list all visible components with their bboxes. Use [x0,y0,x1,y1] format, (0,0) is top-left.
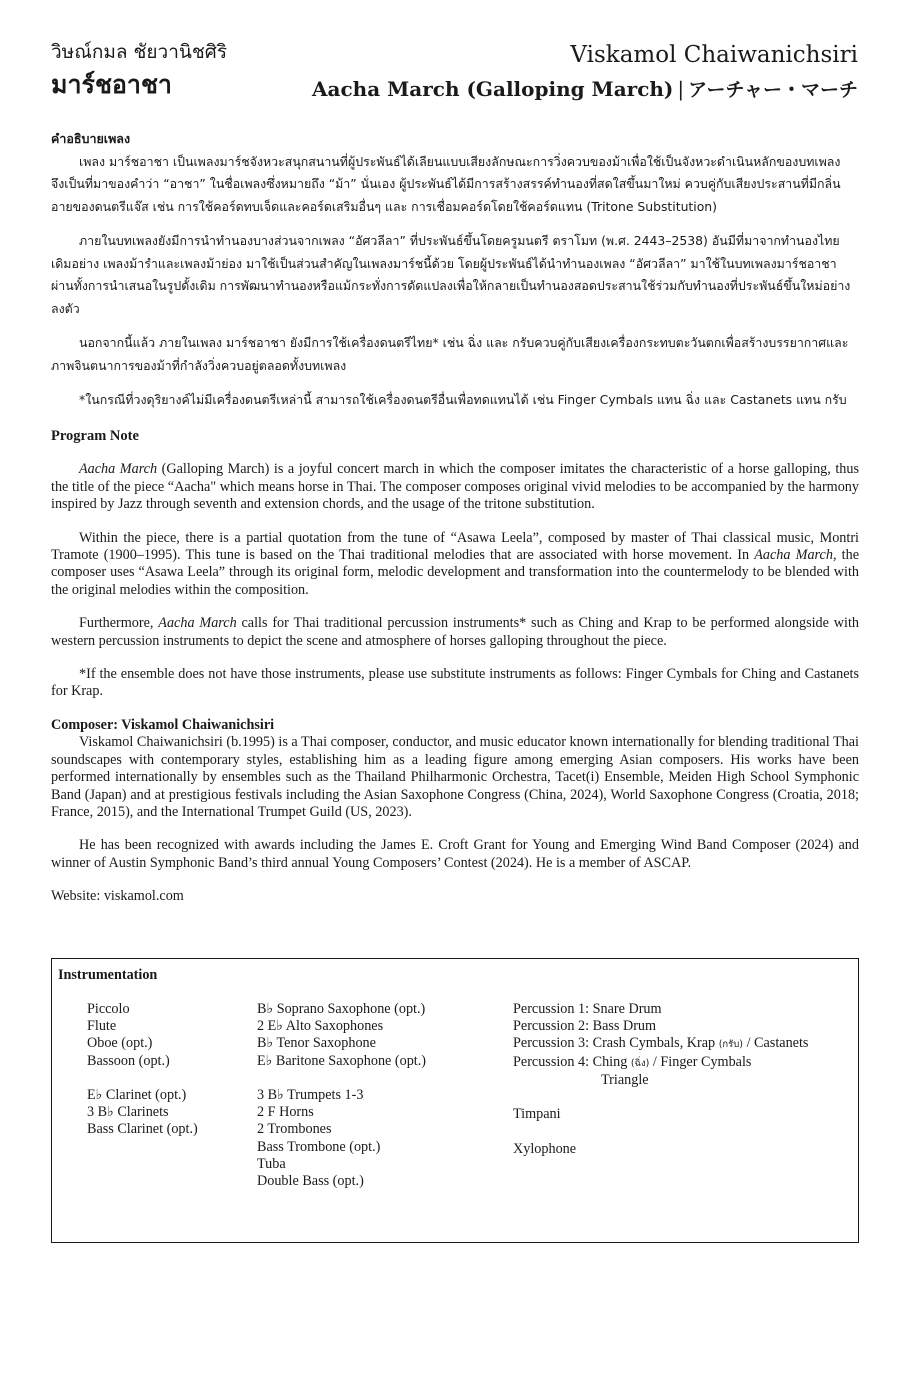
thai-program-note [51,128,851,424]
paragraph-text: , the composer uses “Asawa Leela” through its original form, melodic development and transformation into the countermelody to be blended with the original melodies within the composition. [51,547,859,598]
instrument-text: / Finger Cymbals [649,1053,752,1070]
thai-note-heading: คำอธิบายเพลง [51,131,131,146]
composer-heading: Composer: Viskamol Chaiwanichsiri [51,716,275,733]
instrument-item: 2 F Horns [257,1104,314,1121]
instrument-item: B♭ Soprano Saxophone (opt.) [257,1001,426,1017]
thai-instrument-name: (กรับ) [718,1039,744,1051]
thai-note-paragraph: เพลง มาร์ชอาชา เป็นเพลงมาร์ชจังหวะสนุกสนานที่ผู้ประพันธ์ได้เลียนแบบเสียงลักษณะการวิ่งควบของม้าเพื่อใช้เป็นจังหวะดำเนินหลักของบทเพลง จึงเป็นที่มาของคำว่า “อาชา” ในชื่อเพลงซึ่งหมายถึง “ม้า” นั่นเอง ผู้ประพันธ์ได้มีการสร้างสรรค์ทำนองที่สดใสขึ้นมาใหม่ ควบคู่กับเสียงประสานที่มีกลิ่นอายของดนตรีแจ๊ส เช่น การใช้คอร์ดทบเจ็ดและคอร์ดเสริมอื่นๆ และ การเชื่อมคอร์ดโดยใช้คอร์ดแทน (Tritone Substitution) [51,153,841,214]
instrument-item: E♭ Clarinet (opt.) [87,1087,187,1103]
instrument-item: Flute [87,1018,117,1035]
thai-note-footnote: *ในกรณีที่วงดุริยางค์ไม่มีเครื่องดนตรีเหล่านี้ สามารถใช้เครื่องดนตรีอื่นเพื่อทดแทนได้ เช่น Finger Cymbals แทน ฉิ่ง และ Castanets แทน กรับ [79,392,847,407]
instrument-item: E♭ Baritone Saxophone (opt.) [257,1052,427,1069]
instrument-text: Percussion 4: Ching [513,1053,631,1070]
composer-name: Viskamol Chaiwanichsiri [570,42,858,68]
instrument-item: Bassoon (opt.) [87,1052,170,1069]
thai-note-paragraph: ภายในบทเพลงยังมีการนำทำนองบางส่วนจากเพลง “อัศวลีลา” ที่ประพันธ์ขึ้นโดยครูมนตรี ตราโมท (พ.ศ. 2443–2538) อันมีที่มาจากทำนองไทยเดิมอย่าง เพลงม้ารำและเพลงม้าย่อง มาใช้เป็นส่วนสำคัญในเพลงมาร์ชนี้ด้วย โดยผู้ประพันธ์ได้นำทำนองเพลง “อัศวลีลา” มาใช้ในบทเพลงมาร์ชอาชาผ่านทั้งการนำเสนอในรูปดั้งเดิม การพัฒนาทำนองหรือแม้กระทั่งการดัดแปลงเพื่อให้กลายเป็นทำนองสอดประสานใช้ร่วมกับทำนองที่ประพันธ์ขึ้นใหม่อย่างลงตัว [51,233,851,316]
composer-bio-paragraph-1: Viskamol Chaiwanichsiri (b.1995) is a Thai composer, conductor, and music educator known internationally for blending traditional Thai soundscapes with contemporary styles, establishing him as a leading figure among emerging Asian composers. His works have been performed internationally by ensembles such as the Thailand Philharmonic Orchestra, Tacet(i) Ensemble, Meiden High School Symphonic Band (Japan) and at prestigious festivals including the Asian Saxophone Congress (China, 2024), World Saxophone Congress (Croatia, 2018; France, 2015), and the International Trumpet Guild (US, 2023). [51,734,859,820]
paragraph-text: (Galloping March) is a joyful concert march in which the composer imitates the characteristic of a horse galloping, thus the title of the piece “Aacha" which means horse in Thai. The composer composes original vivid melodies to be accompanied by the harmony inspired by Jazz through seventh and extension chords, and the usage of the tritone substitution. [51,461,859,513]
paragraph-text: calls for Thai traditional percussion instruments* such as Ching and Krap to be performed alongside with western percussion instruments to depict the scene and atmosphere of horses galloping throughout the piece. [51,615,859,649]
thai-piece-title: มาร์ชอาชา [51,70,172,99]
paragraph-text: Furthermore, [79,615,159,632]
program-note-paragraph-1 [51,461,859,513]
piece-title-italic: Aacha March [754,547,833,564]
instrument-item: Bass Clarinet (opt.) [87,1121,198,1138]
instrument-item: Oboe (opt.) [87,1035,153,1052]
instrument-item: 2 E♭ Alto Saxophones [257,1018,384,1035]
instrument-item: 2 Trombones [257,1121,332,1138]
instrument-item: Double Bass (opt.) [257,1173,364,1190]
spacer [87,1070,247,1087]
instrument-item: Triangle [601,1071,649,1088]
piece-title-italic: Aacha March [158,615,237,632]
instrument-text: / Castanets [743,1035,809,1052]
spacer [257,1070,507,1087]
instrument-item: 3 B♭ Clarinets [87,1104,169,1121]
english-header [312,40,858,105]
instrument-item: Percussion 1: Snare Drum [513,1001,662,1017]
thai-header [51,38,227,102]
thai-instrument-name: (ฉิ่ง) [630,1057,650,1069]
piece-title-japanese: アーチャー・マーチ [688,79,858,101]
instrument-item [513,1054,853,1072]
piece-title [312,74,858,105]
spacer [513,1123,853,1140]
program-note-footnote: *If the ensemble does not have those instruments, please use substitute instruments as follows: Finger Cymbals for Ching and Castanets for Krap. [51,666,859,700]
instrument-item: B♭ Tenor Saxophone [257,1035,376,1052]
instrumentation-heading: Instrumentation [58,967,158,983]
instrument-column-woodwinds [87,1001,247,1139]
thai-composer-name: วิษณ์กมล ชัยวานิชศิริ [51,41,228,63]
program-note-heading: Program Note [51,428,139,444]
piece-title-italic: Aacha March [79,461,158,478]
composer-website: Website: viskamol.com [51,888,184,905]
program-note-paragraph-2 [51,530,859,600]
instrument-item: Xylophone [513,1140,577,1157]
instrument-column-saxes-brass [257,1001,507,1190]
spacer [513,1089,853,1106]
instrumentation-box [51,958,859,1243]
program-note-paragraph-3 [51,615,859,650]
instrument-column-percussion [513,1001,853,1158]
instrument-item: Piccolo [87,1001,130,1017]
paragraph-text: Within the piece, there is a partial quotation from the tune of “Asawa Leela”, composed by master of Thai classical music, Montri Tramote (1900–1995). This tune is based on the Thai traditional melodies that are associated with horse movement. In [51,529,859,564]
thai-note-paragraph: นอกจากนี้แล้ว ภายในเพลง มาร์ชอาชา ยังมีการใช้เครื่องดนตรีไทย* เช่น ฉิ่ง และ กรับควบคู่กับเสียงเครื่องกระทบตะวันตกเพื่อสร้างบรรยากาศและภาพจินตนาการของม้าที่กำลังวิ่งควบอยู่ตลอดทั้งบทเพลง [51,335,849,373]
instrument-text: Percussion 3: Crash Cymbals, Krap [513,1035,719,1052]
instrument-item: Timpani [513,1106,561,1123]
title-separator: | [677,77,685,101]
instrument-item: 3 B♭ Trumpets 1-3 [257,1087,364,1103]
english-program-note [51,428,859,922]
instrument-item [513,1035,853,1053]
instrument-item: Percussion 2: Bass Drum [513,1018,657,1035]
piece-title-english: Aacha March (Galloping March) [312,77,674,101]
instrument-item: Bass Trombone (opt.) [257,1138,381,1155]
composer-bio-paragraph-2: He has been recognized with awards including the James E. Croft Grant for Young and Emerging Wind Band Composer (2024) and winner of Austin Symphonic Band’s third annual Young Composers’ Contest (2024). He is a member of ASCAP. [51,837,859,871]
instrument-item: Tuba [257,1155,286,1172]
